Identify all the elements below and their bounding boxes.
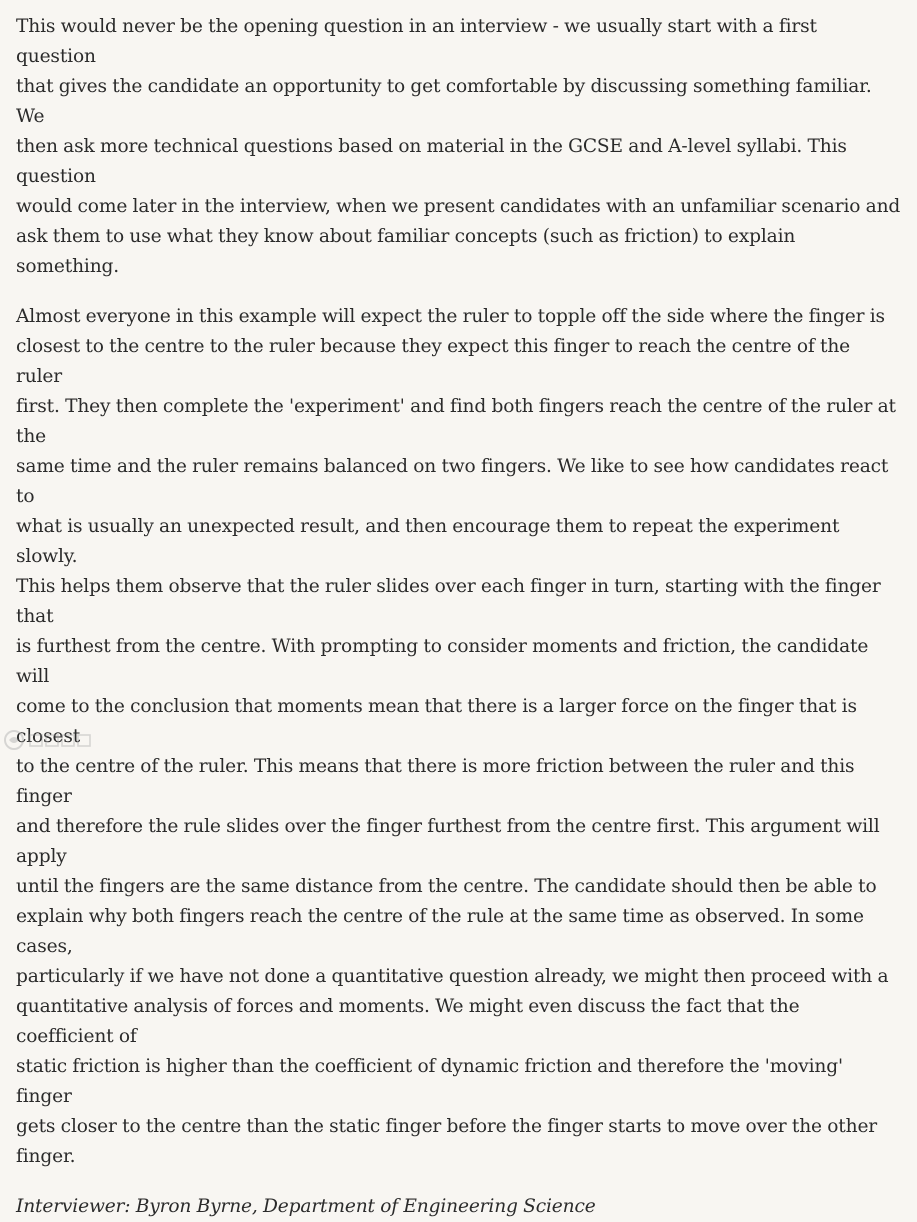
paragraph-explanation: Almost everyone in this example will expect the ruler to topple off the side where the finger is closest to the centre to the ruler because they expect this finger to reach the centre of the ruler first. They then complete the 'experiment' and find both fingers reach the centre of the ruler at the same time and the ruler remains balanced on two fingers. We like to see how candidates react to what is usually an unexpected result, and then encourage them to repeat the experiment slowly. This helps them observe that the ruler slides over each finger in turn, starting with the finger that is furthest from the centre. With prompting to consider moments and friction, the candidate will come to the conclusion that moments mean that there is a larger force on the finger that is closest to the centre of the ruler. This means that there is more friction between the ruler and this finger and therefore the rule slides over the finger furthest from the centre first. This argument will apply until the fingers are the same distance from the centre. The candidate should then be able to explain why both fingers reach the centre of the rule at the same time as observed. In some cases, particularly if we have not done a quantitative question already, we might then proceed with a quantitative analysis of forces and moments. We might even discuss the fact that the coefficient of static friction is higher than the coefficient of dynamic friction and therefore the 'moving' finger gets closer to the centre than the static finger before the finger starts to move over the other finger.: [16, 306, 896, 1167]
logo-watermark-icon: [0, 726, 120, 754]
paragraph-intro: This would never be the opening question in an interview - we usually start with a first question that gives the candidate an opportunity to get comfortable by discussing something familiar. We then ask more technical questions based on material in the GCSE and A-level syllabi. This question would come later in the interview, when we present candidates with an unfamiliar scenario and ask them to use what they know about familiar concepts (such as friction) to explain something.: [16, 16, 901, 277]
article-body: [16, 12, 901, 1222]
interviewer-credit: Interviewer: Byron Byrne, Department of Engineering Science: [16, 1196, 596, 1217]
